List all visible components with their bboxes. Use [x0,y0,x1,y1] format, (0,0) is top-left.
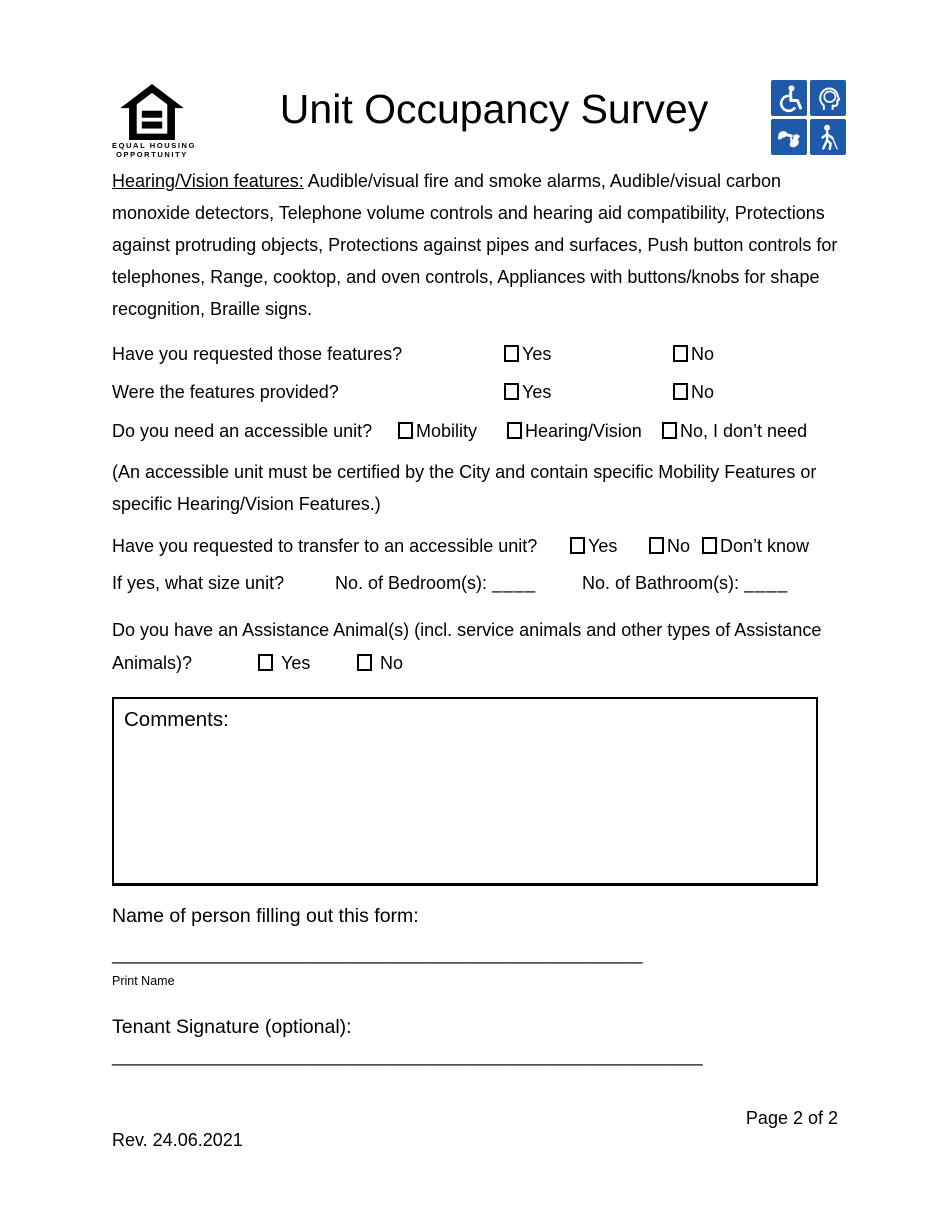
features-provided-yes-checkbox[interactable] [504,383,519,400]
option-label: Don’t know [720,536,810,556]
bathrooms-label: No. of Bathroom(s): [582,573,740,593]
need-unit-mobility-checkbox[interactable] [398,422,413,439]
question-label: Have you requested those features? [112,344,403,364]
wheelchair-icon [774,83,804,113]
option-label: Yes [522,344,552,364]
question-label: Do you have an Assistance Animal(s) (incl. service animals and other types of Assistance [112,620,822,640]
blind-cane-icon [813,122,843,152]
need-unit-hearing-vision-checkbox[interactable] [507,422,522,439]
accessible-unit-note: (An accessible unit must be certified by the City and contain specific Mobility Features or specific Hearing/Vision Features.) [112,462,817,514]
bathrooms-blank[interactable]: ____ [744,573,789,593]
blind-cane-tile [810,119,846,155]
option-label: No, I don’t need [680,421,808,441]
question-need-accessible-unit [112,421,852,447]
question-label: Have you requested to transfer to an accessible unit? [112,536,538,556]
question-label: Animals)? [112,653,193,673]
sign-language-tile [771,119,807,155]
requested-features-no-checkbox[interactable] [673,345,688,362]
features-provided-no-checkbox[interactable] [673,383,688,400]
sign-language-icon [774,122,804,152]
question-label: Do you need an accessible unit? [112,421,373,441]
option-label: Mobility [416,421,478,441]
question-unit-size [112,573,852,599]
tenant-signature-field[interactable]: ___________________________________________________________ [112,1046,703,1066]
question-assistance-animal-line1 [112,620,852,646]
page-title: Unit Occupancy Survey [279,86,709,132]
option-label: Yes [588,536,618,556]
question-features-provided [112,382,852,408]
option-label: Yes [281,653,311,673]
accessibility-icon-grid [771,80,846,155]
revision-date: Rev. 24.06.2021 [112,1130,243,1150]
requested-features-yes-checkbox[interactable] [504,345,519,362]
question-transfer-request [112,536,852,562]
transfer-yes-checkbox[interactable] [570,537,585,554]
features-description [112,165,854,325]
option-label: Yes [522,382,552,402]
tenant-signature-label: Tenant Signature (optional): [112,1016,352,1038]
comments-label: Comments: [124,708,229,731]
assistance-animal-no-checkbox[interactable] [357,654,372,671]
option-label: No [691,344,715,364]
features-description-label: Hearing/Vision features: [112,171,304,191]
logo-text-line1: EQUAL HOUSING [112,141,197,150]
question-assistance-animal-line2 [112,653,852,679]
question-label: If yes, what size unit? [112,573,285,593]
name-of-person-label: Name of person filling out this form: [112,905,419,927]
comments-box[interactable] [112,697,818,886]
assistance-animal-yes-checkbox[interactable] [258,654,273,671]
cognitive-disability-icon [813,83,843,113]
wheelchair-tile [771,80,807,116]
option-label: No [667,536,691,556]
cognitive-tile [810,80,846,116]
transfer-no-checkbox[interactable] [649,537,664,554]
transfer-dont-know-checkbox[interactable] [702,537,717,554]
bedrooms-label: No. of Bedroom(s): [335,573,488,593]
bedrooms-blank[interactable]: ____ [492,573,537,593]
print-name-field[interactable]: _____________________________________________________ [112,944,643,964]
question-requested-features [112,344,852,370]
print-name-caption: Print Name [112,974,175,988]
question-label: Were the features provided? [112,382,339,402]
page-number: Page 2 of 2 [745,1108,838,1128]
option-label: No [691,382,715,402]
features-description-text: Audible/visual fire and smoke alarms, Audible/visual carbon monoxide detectors, Telephone volume controls and hearing aid compatibility, Protections against protruding objects, Protections against pipes and surfaces, Push button controls for telephones, Range, cooktop, and oven controls, Appliances with buttons/knobs for shape recognition, Braille signs. [112,171,838,319]
logo-text-line2: OPPORTUNITY [116,149,188,159]
option-label: Hearing/Vision [525,421,642,441]
option-label: No [380,653,404,673]
need-unit-no-need-checkbox[interactable] [662,422,677,439]
